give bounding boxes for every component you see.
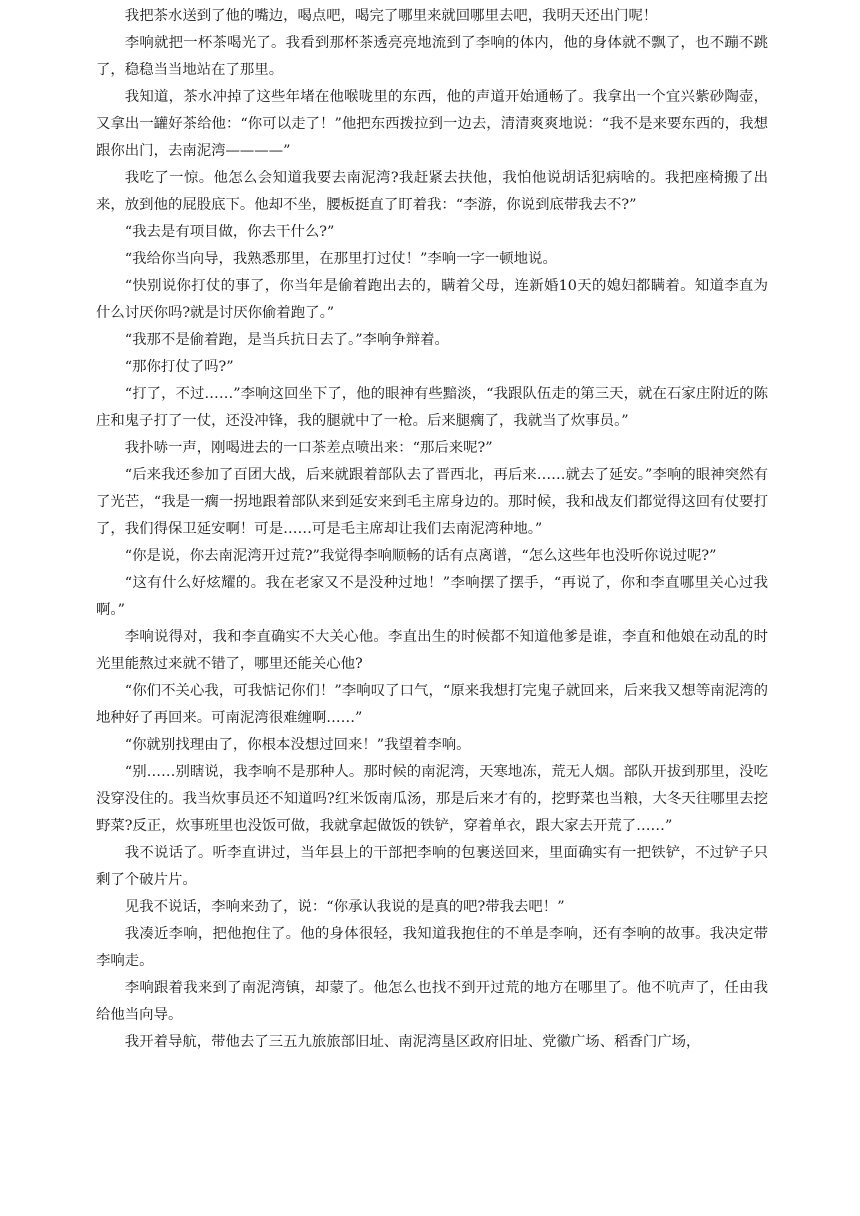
paragraph: “那你打仗了吗?” <box>124 359 234 375</box>
paragraph: 我凑近李响，把他抱住了。他的身体很轻，我知道我抱住的不单是李响，还有李响的故事。我决定带李响走。 <box>96 926 768 969</box>
paragraph: 我不说话了。听李直讲过，当年县上的干部把李响的包裹送回来，里面确实有一把铁铲，不过铲子只剩了个破片片。 <box>96 845 768 888</box>
paragraph: “你们不关心我，可我惦记你们！”李响叹了口气，“原来我想打完鬼子就回来，后来我又想等南泥湾的地种好了再回来。可南泥湾很难缠啊……” <box>96 683 768 726</box>
paragraph: 我扑哧一声，刚喝进去的一口茶差点喷出来：“那后来呢?” <box>124 440 493 456</box>
paragraph: 李响跟着我来到了南泥湾镇，却蒙了。他怎么也找不到开过荒的地方在哪里了。他不吭声了，任由我给他当向导。 <box>96 980 768 1023</box>
paragraph: “快别说你打仗的事了，你当年是偷着跑出去的，瞒着父母，连新婚10天的媳妇都瞒着。知道李直为什么讨厌你吗?就是讨厌你偷着跑了。” <box>96 278 768 321</box>
paragraph: “你就别找理由了，你根本没想过回来！”我望着李响。 <box>124 737 471 753</box>
paragraph: 我把茶水送到了他的嘴边，喝点吧，喝完了哪里来就回哪里去吧，我明天还出门呢！ <box>124 8 658 24</box>
paragraph: 见我不说话，李响来劲了，说：“你承认我说的是真的吧?带我去吧！” <box>124 899 565 915</box>
paragraph: “我给你当向导，我熟悉那里，在那里打过仗！”李响一字一顿地说。 <box>124 251 557 267</box>
paragraph: 我开着导航，带他去了三五九旅旅部旧址、南泥湾垦区政府旧址、党徽广场、稻香门广场， <box>124 1034 701 1050</box>
paragraph: “这有什么好炫耀的。我在老家又不是没种过地！”李响摆了摆手，“再说了，你和李直哪里关心过我啊。” <box>96 575 768 618</box>
paragraph: “别……别瞎说，我李响不是那种人。那时候的南泥湾，天寒地冻，荒无人烟。部队开拔到那里，没吃没穿没住的。我当炊事员还不知道吗?红米饭南瓜汤，那是后来才有的，挖野菜也当粮，大冬天往哪里去挖野菜?反正，炊事班里也没饭可做，我就拿起做饭的铁铲，穿着单衣，跟大家去开荒了……” <box>96 764 768 834</box>
document-page <box>96 0 768 1056</box>
paragraph: 我知道，茶水冲掉了这些年堵在他喉咙里的东西，他的声道开始通畅了。我拿出一个宜兴紫砂陶壶，又拿出一罐好茶给他：“你可以走了！”他把东西拨拉到一边去，清清爽爽地说：“我不是来要东西的，我想跟你出门，去南泥湾————” <box>96 89 768 159</box>
paragraph: 我吃了一惊。他怎么会知道我要去南泥湾?我赶紧去扶他，我怕他说胡话犯病啥的。我把座椅搬了出来，放到他的屁股底下。他却不坐，腰板挺直了盯着我：“李游，你说到底带我去不?” <box>96 170 768 213</box>
paragraph: 李响说得对，我和李直确实不大关心他。李直出生的时候都不知道他爹是谁，李直和他娘在动乱的时光里能熬过来就不错了，哪里还能关心他? <box>96 629 768 672</box>
paragraph: 李响就把一杯茶喝光了。我看到那杯茶透亮亮地流到了李响的体内，他的身体就不飘了，也不蹦不跳了，稳稳当当地站在了那里。 <box>96 35 768 78</box>
paragraph: “打了，不过……”李响这回坐下了，他的眼神有些黯淡，“我跟队伍走的第三天，就在石家庄附近的陈庄和鬼子打了一仗，还没冲锋，我的腿就中了一枪。后来腿瘸了，我就当了炊事员。” <box>96 386 768 429</box>
paragraph: “你是说，你去南泥湾开过荒?”我觉得李响顺畅的话有点离谱，“怎么这些年也没听你说过呢?” <box>124 548 717 564</box>
paragraph: “后来我还参加了百团大战，后来就跟着部队去了晋西北，再后来……就去了延安。”李响的眼神突然有了光芒，“我是一瘸一拐地跟着部队来到延安来到毛主席身边的。那时候，我和战友们都觉得这回有仗要打了，我们得保卫延安啊！可是……可是毛主席却让我们去南泥湾种地。” <box>96 467 768 537</box>
paragraph: “我去是有项目做，你去干什么?” <box>124 224 335 240</box>
paragraph: “我那不是偷着跑，是当兵抗日去了。”李响争辩着。 <box>124 332 449 348</box>
